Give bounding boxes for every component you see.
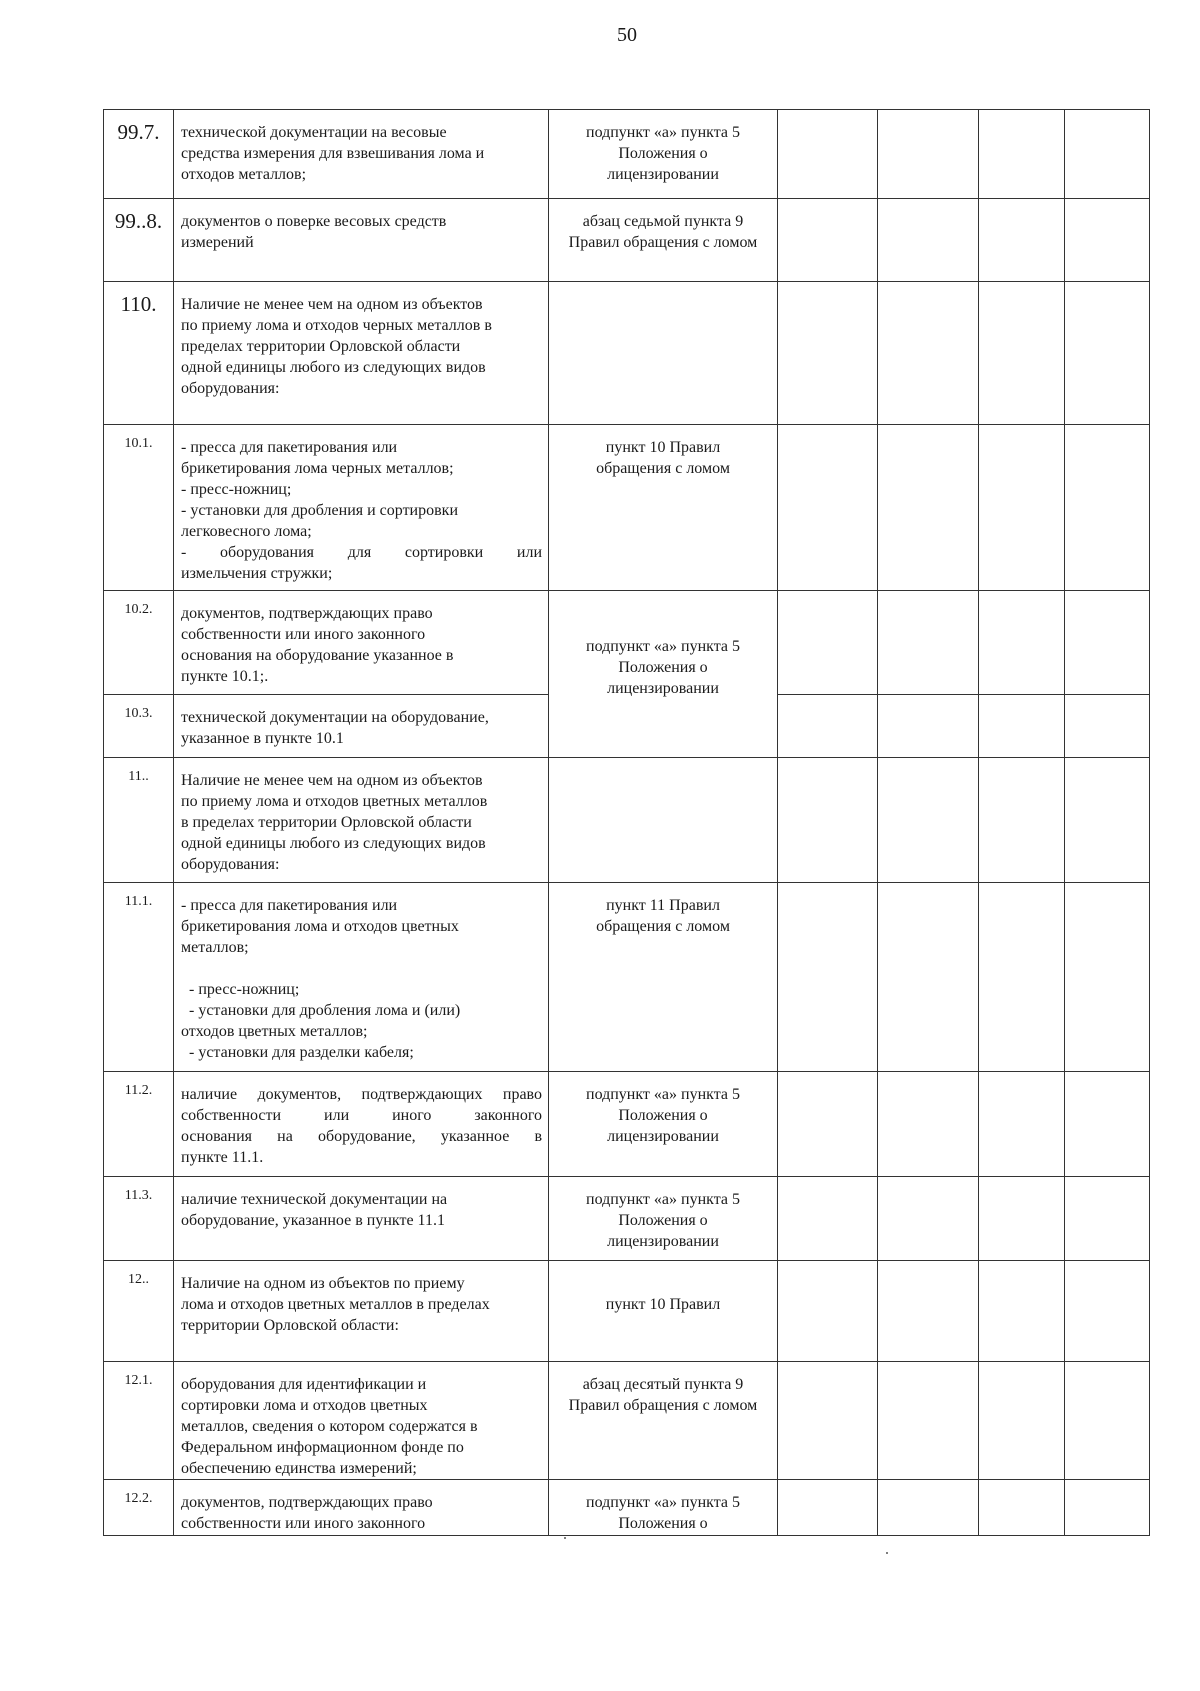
item-number: 12.. bbox=[104, 1261, 174, 1362]
item-number: 11.1. bbox=[104, 883, 174, 1072]
requirement-text bbox=[174, 758, 549, 883]
reference-line: абзац десятый пункта 9 bbox=[582, 1376, 744, 1393]
empty-cell bbox=[1065, 199, 1150, 282]
text-line: по приему лома и отходов цветных металлов bbox=[181, 793, 488, 810]
text-line: собственности или иного законного bbox=[181, 1107, 542, 1124]
empty-cell bbox=[979, 695, 1065, 758]
empty-cell bbox=[1065, 758, 1150, 883]
text-line bbox=[181, 958, 542, 979]
text-line: одной единицы любого из следующих видов bbox=[181, 835, 486, 852]
requirement-text bbox=[174, 1177, 549, 1261]
empty-cell bbox=[979, 425, 1065, 591]
text-line: - пресс-ножниц; bbox=[181, 981, 300, 998]
text-line: пункте 11.1. bbox=[181, 1149, 264, 1166]
empty-cell bbox=[979, 199, 1065, 282]
table-row bbox=[104, 1261, 1150, 1362]
text-line: Наличие не менее чем на одном из объектов bbox=[181, 296, 483, 313]
text-line: собственности или иного законного bbox=[181, 1515, 426, 1532]
empty-cell bbox=[878, 695, 979, 758]
scan-speck bbox=[886, 1552, 888, 1554]
text-line: оборудования для идентификации и bbox=[181, 1376, 427, 1393]
empty-cell bbox=[778, 758, 878, 883]
legal-reference bbox=[549, 1177, 778, 1261]
scan-speck bbox=[564, 1537, 566, 1539]
empty-cell bbox=[778, 1072, 878, 1177]
legal-reference bbox=[549, 758, 778, 883]
table-row bbox=[104, 758, 1150, 883]
reference-line: подпункт «а» пункта 5 bbox=[586, 1086, 740, 1103]
requirement-text bbox=[174, 1480, 549, 1536]
legal-reference bbox=[549, 1261, 778, 1362]
table-row bbox=[104, 425, 1150, 591]
item-number: 12.2. bbox=[104, 1480, 174, 1536]
empty-cell bbox=[979, 1480, 1065, 1536]
text-line: оборудования: bbox=[181, 380, 280, 397]
empty-cell bbox=[1065, 1362, 1150, 1480]
requirement-text bbox=[174, 199, 549, 282]
text-line: документов, подтверждающих право bbox=[181, 605, 433, 622]
text-line: пункте 10.1;. bbox=[181, 668, 269, 685]
legal-reference bbox=[549, 282, 778, 425]
legal-reference bbox=[549, 199, 778, 282]
text-line: измельчения стружки; bbox=[181, 565, 333, 582]
text-line: документов о поверке весовых средств bbox=[181, 213, 447, 230]
reference-line: лицензировании bbox=[607, 1128, 719, 1145]
requirement-text bbox=[174, 591, 549, 695]
text-line: - установки для разделки кабеля; bbox=[181, 1044, 414, 1061]
empty-cell bbox=[778, 282, 878, 425]
empty-cell bbox=[1065, 110, 1150, 199]
item-number: 99.7. bbox=[104, 110, 174, 199]
reference-line: Правил обращения с ломом bbox=[568, 234, 758, 251]
reference-line: пункт 10 Правил bbox=[605, 1295, 721, 1313]
requirement-text bbox=[174, 282, 549, 425]
empty-cell bbox=[979, 1072, 1065, 1177]
text-line: территории Орловской области: bbox=[181, 1317, 399, 1334]
text-line: Наличие на одном из объектов по приему bbox=[181, 1275, 465, 1292]
requirements-table bbox=[103, 109, 1150, 1536]
table-row bbox=[104, 282, 1150, 425]
reference-line: подпункт «а» пункта 5 bbox=[586, 637, 740, 655]
empty-cell bbox=[878, 591, 979, 695]
table-row bbox=[104, 883, 1150, 1072]
text-line: основания на оборудование, указанное в bbox=[181, 1128, 542, 1145]
text-line: по приему лома и отходов черных металлов в bbox=[181, 317, 492, 334]
text-line: технической документации на весовые bbox=[181, 124, 447, 141]
requirement-text bbox=[174, 425, 549, 591]
empty-cell bbox=[878, 425, 979, 591]
empty-cell bbox=[878, 110, 979, 199]
text-line: - установки для дробления и сортировки bbox=[181, 502, 459, 519]
legal-reference bbox=[549, 591, 778, 758]
empty-cell bbox=[979, 883, 1065, 1072]
text-line: основания на оборудование указанное в bbox=[181, 647, 454, 664]
empty-cell bbox=[979, 110, 1065, 199]
empty-cell bbox=[979, 758, 1065, 883]
reference-line: Положения о bbox=[618, 145, 708, 162]
requirement-text bbox=[174, 695, 549, 758]
empty-cell bbox=[878, 1362, 979, 1480]
empty-cell bbox=[1065, 1261, 1150, 1362]
text-line: отходов металлов; bbox=[181, 166, 307, 183]
reference-line: обращения с ломом bbox=[596, 460, 730, 477]
text-line: в пределах территории Орловской области bbox=[181, 814, 472, 831]
empty-cell bbox=[778, 1177, 878, 1261]
text-line: оборудования: bbox=[181, 856, 280, 873]
reference-line: подпункт «а» пункта 5 bbox=[586, 1494, 740, 1511]
text-line: оборудование, указанное в пункте 11.1 bbox=[181, 1212, 445, 1229]
text-line: документов, подтверждающих право bbox=[181, 1494, 433, 1511]
table-row bbox=[104, 1072, 1150, 1177]
item-number: 11.3. bbox=[104, 1177, 174, 1261]
text-line: - пресс-ножниц; bbox=[181, 481, 292, 498]
text-line: металлов, сведения о котором содержатся в bbox=[181, 1418, 478, 1435]
reference-line: Правил обращения с ломом bbox=[568, 1397, 758, 1414]
item-number: 11.. bbox=[104, 758, 174, 883]
legal-reference bbox=[549, 883, 778, 1072]
legal-reference bbox=[549, 1362, 778, 1480]
empty-cell bbox=[1065, 1177, 1150, 1261]
empty-cell bbox=[1065, 591, 1150, 695]
text-line: брикетирования лома и отходов цветных bbox=[181, 918, 459, 935]
empty-cell bbox=[878, 282, 979, 425]
reference-line: подпункт «а» пункта 5 bbox=[586, 124, 740, 141]
text-line: измерений bbox=[181, 234, 254, 251]
reference-line: лицензировании bbox=[607, 679, 719, 697]
reference-line: Положения о bbox=[618, 658, 708, 676]
text-line: Наличие не менее чем на одном из объектов bbox=[181, 772, 483, 789]
legal-reference bbox=[549, 1072, 778, 1177]
item-number: 10.2. bbox=[104, 591, 174, 695]
text-line: собственности или иного законного bbox=[181, 626, 426, 643]
reference-line: Положения о bbox=[618, 1107, 708, 1124]
text-line: металлов; bbox=[181, 939, 249, 956]
empty-cell bbox=[1065, 425, 1150, 591]
empty-cell bbox=[878, 1072, 979, 1177]
reference-line: пункт 10 Правил bbox=[605, 439, 721, 456]
requirement-text bbox=[174, 110, 549, 199]
reference-line: Положения о bbox=[618, 1515, 708, 1532]
reference-line: лицензировании bbox=[607, 166, 719, 183]
table-row bbox=[104, 1177, 1150, 1261]
table-row bbox=[104, 1480, 1150, 1536]
empty-cell bbox=[778, 110, 878, 199]
empty-cell bbox=[778, 1261, 878, 1362]
text-line: сортировки лома и отходов цветных bbox=[181, 1397, 428, 1414]
empty-cell bbox=[778, 199, 878, 282]
empty-cell bbox=[979, 591, 1065, 695]
reference-line: Положения о bbox=[618, 1212, 708, 1229]
requirement-text bbox=[174, 1072, 549, 1177]
requirement-text bbox=[174, 1362, 549, 1480]
empty-cell bbox=[979, 1177, 1065, 1261]
table-row bbox=[104, 110, 1150, 199]
text-line: наличие документов, подтверждающих право bbox=[181, 1086, 542, 1103]
reference-line: лицензировании bbox=[607, 1233, 719, 1250]
text-line: брикетирования лома черных металлов; bbox=[181, 460, 454, 477]
empty-cell bbox=[878, 758, 979, 883]
empty-cell bbox=[778, 1362, 878, 1480]
text-line: пределах территории Орловской области bbox=[181, 338, 461, 355]
empty-cell bbox=[878, 1480, 979, 1536]
empty-cell bbox=[979, 1362, 1065, 1480]
text-line: наличие технической документации на bbox=[181, 1191, 448, 1208]
text-line: легковесного лома; bbox=[181, 523, 312, 540]
empty-cell bbox=[1065, 282, 1150, 425]
text-line: - пресса для пакетирования или bbox=[181, 439, 398, 456]
item-number: 12.1. bbox=[104, 1362, 174, 1480]
text-line: одной единицы любого из следующих видов bbox=[181, 359, 486, 376]
empty-cell bbox=[778, 1480, 878, 1536]
reference-line: подпункт «а» пункта 5 bbox=[586, 1191, 740, 1208]
requirement-text bbox=[174, 1261, 549, 1362]
empty-cell bbox=[778, 883, 878, 1072]
table-row bbox=[104, 591, 1150, 695]
text-line: технической документации на оборудование, bbox=[181, 709, 489, 726]
empty-cell bbox=[778, 425, 878, 591]
empty-cell bbox=[878, 199, 979, 282]
item-number: 110. bbox=[104, 282, 174, 425]
legal-reference bbox=[549, 1480, 778, 1536]
item-number: 11.2. bbox=[104, 1072, 174, 1177]
text-line: средства измерения для взвешивания лома и bbox=[181, 145, 485, 162]
empty-cell bbox=[1065, 1072, 1150, 1177]
empty-cell bbox=[778, 591, 878, 695]
empty-cell bbox=[778, 695, 878, 758]
empty-cell bbox=[1065, 1480, 1150, 1536]
empty-cell bbox=[878, 1261, 979, 1362]
legal-reference bbox=[549, 110, 778, 199]
text-line: - установки для дробления лома и (или) bbox=[181, 1002, 461, 1019]
empty-cell bbox=[1065, 883, 1150, 1072]
table-row bbox=[104, 1362, 1150, 1480]
reference-line: абзац седьмой пункта 9 bbox=[582, 213, 744, 230]
empty-cell bbox=[878, 1177, 979, 1261]
page-number: 50 bbox=[617, 24, 637, 46]
text-line: - оборудования для сортировки или bbox=[181, 544, 542, 561]
empty-cell bbox=[1065, 695, 1150, 758]
reference-line: пункт 11 Правил bbox=[606, 897, 720, 914]
text-line: - пресса для пакетирования или bbox=[181, 897, 398, 914]
table-row bbox=[104, 199, 1150, 282]
item-number: 99..8. bbox=[104, 199, 174, 282]
text-line: лома и отходов цветных металлов в пределах bbox=[181, 1296, 490, 1313]
item-number: 10.3. bbox=[104, 695, 174, 758]
legal-reference bbox=[549, 425, 778, 591]
text-line: отходов цветных металлов; bbox=[181, 1023, 368, 1040]
text-line: обеспечению единства измерений; bbox=[181, 1460, 417, 1477]
requirement-text bbox=[174, 883, 549, 1072]
empty-cell bbox=[979, 282, 1065, 425]
empty-cell bbox=[878, 883, 979, 1072]
empty-cell bbox=[979, 1261, 1065, 1362]
item-number: 10.1. bbox=[104, 425, 174, 591]
text-line: указанное в пункте 10.1 bbox=[181, 730, 344, 747]
text-line: Федеральном информационном фонде по bbox=[181, 1439, 464, 1456]
reference-line: обращения с ломом bbox=[596, 918, 730, 935]
